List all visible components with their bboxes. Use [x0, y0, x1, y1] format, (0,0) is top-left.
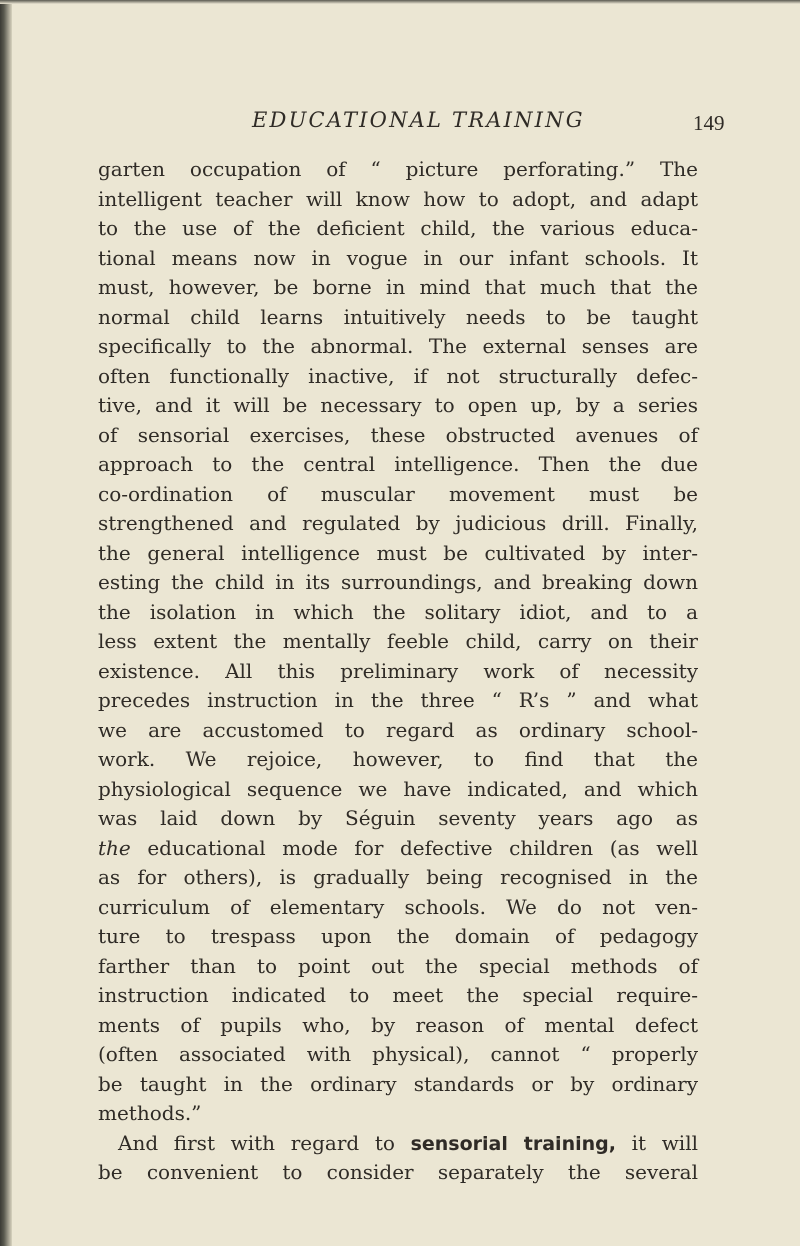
- bold-phrase: sensorial training,: [410, 1132, 616, 1155]
- text-before-bold: And first with regard to: [118, 1130, 395, 1155]
- paragraph-2-first-line: [98, 1129, 698, 1159]
- text-line: (often associated with physical), cannot “ properly: [98, 1042, 698, 1066]
- text-line: farther than to point out the special methods of: [98, 953, 698, 978]
- running-header: [0, 108, 800, 138]
- text-line: we are accustomed to regard as ordinary school-: [98, 717, 698, 742]
- text-line: instruction indicated to meet the special require-: [98, 983, 698, 1007]
- paragraph-end-line: methods.”: [98, 1101, 202, 1125]
- text-line: intelligent teacher will know how to adopt, and adapt: [98, 186, 698, 211]
- text-line: curriculum of elementary schools. We do not ven-: [98, 894, 698, 919]
- body-text: [98, 155, 698, 1188]
- text-line: as for others), is gradually being recognised in the: [98, 865, 698, 889]
- text-line: normal child learns intuitively needs to be taught: [98, 304, 698, 329]
- text-line: the general intelligence must be cultivated by inter-: [98, 540, 698, 565]
- italic-word: the: [98, 835, 131, 860]
- page-number: 149: [693, 111, 725, 135]
- page-top-edge: [0, 0, 800, 4]
- text-line: work. We rejoice, however, to find that the: [98, 747, 698, 771]
- text-line: ture to trespass upon the domain of pedagogy: [98, 924, 698, 948]
- text-line: ments of pupils who, by reason of mental defect: [98, 1012, 698, 1037]
- text-line: of sensorial exercises, these obstructed avenues of: [98, 422, 698, 447]
- text-line: less extent the mentally feeble child, carry on their: [98, 629, 698, 653]
- text-line: physiological sequence we have indicated, and which: [98, 776, 698, 801]
- text-line-with-italic: [98, 834, 698, 864]
- text-line: esting the child in its surroundings, and breaking down: [98, 570, 698, 594]
- text-line: co-ordination of muscular movement must be: [98, 481, 698, 506]
- text-line: tive, and it will be necessary to open up, by a series: [98, 393, 698, 417]
- text-line: often functionally inactive, if not structurally defec-: [98, 363, 698, 388]
- book-spine-edge: [0, 0, 12, 1246]
- text-line: approach to the central intelligence. Then the due: [98, 452, 698, 476]
- text-line: the isolation in which the solitary idiot, and to a: [98, 599, 698, 624]
- text-line: strengthened and regulated by judicious drill. Finally,: [98, 511, 698, 535]
- text-line: existence. All this preliminary work of necessity: [98, 658, 698, 683]
- text-line: specifically to the abnormal. The external senses are: [98, 334, 698, 358]
- running-title: EDUCATIONAL TRAINING: [252, 108, 585, 132]
- text-after-bold: it will: [631, 1130, 698, 1155]
- text-line: be taught in the ordinary standards or by ordinary: [98, 1071, 698, 1096]
- text-line: to the use of the deficient child, the various educa-: [98, 216, 698, 240]
- text-line: was laid down by Séguin seventy years ago as: [98, 806, 698, 830]
- text-line: tional means now in vogue in our infant schools. It: [98, 245, 698, 270]
- text-line: must, however, be borne in mind that much that the: [98, 275, 698, 299]
- text-line: be convenient to consider separately the several: [98, 1160, 698, 1184]
- text-line-rest: educational mode for defective children (as well: [147, 835, 698, 860]
- text-line: garten occupation of “ picture perforating.” The: [98, 157, 698, 181]
- text-line: precedes instruction in the three “ R’s ” and what: [98, 688, 698, 712]
